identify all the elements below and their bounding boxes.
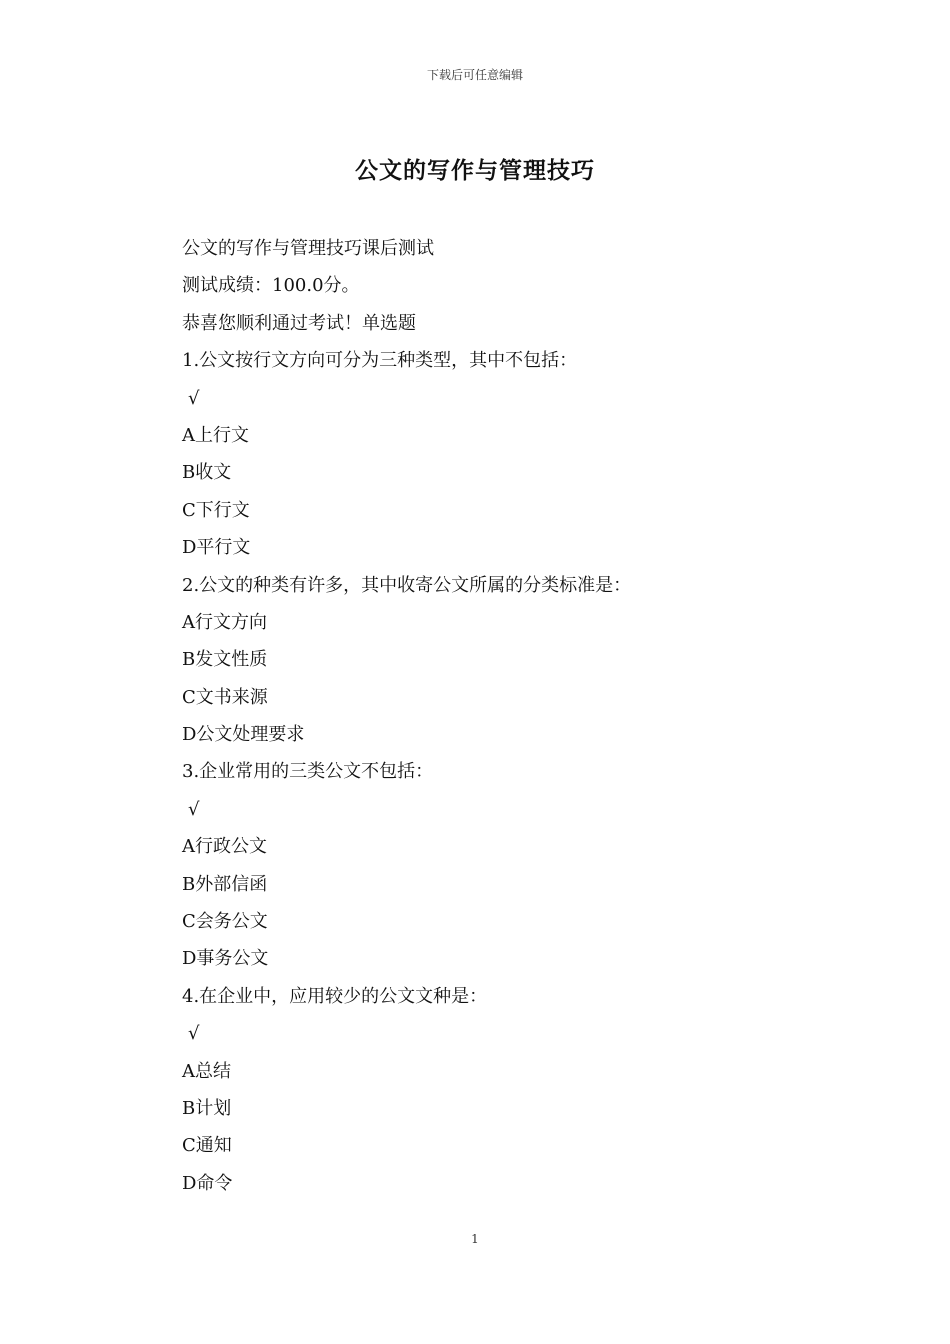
option-1-a: A上行文 xyxy=(182,424,249,446)
option-3-b: B外部信函 xyxy=(182,873,268,895)
option-3-a: A行政公文 xyxy=(182,836,267,858)
section-line: 恭喜您顺利通过考试！单选题 xyxy=(182,312,416,334)
option-4-a: A总结 xyxy=(182,1060,231,1082)
page-header: 下载后可任意编辑 xyxy=(426,68,523,82)
option-2-d: D公文处理要求 xyxy=(182,724,305,746)
option-2-c: C文书来源 xyxy=(182,686,268,708)
option-1-c: C下行文 xyxy=(182,499,250,521)
document-body xyxy=(182,230,782,1202)
question-3: 3.企业常用的三类公文不包括： xyxy=(182,761,434,783)
option-1-b: B收文 xyxy=(182,462,232,484)
option-3-c: C会务公文 xyxy=(182,911,268,933)
subtitle-line: 公文的写作与管理技巧课后测试 xyxy=(182,238,434,259)
option-2-a: A行文方向 xyxy=(182,611,267,633)
option-2-b: B发文性质 xyxy=(182,649,268,671)
document-title: 公文的写作与管理技巧 xyxy=(355,157,595,184)
score-line: 测试成绩：100.0分。 xyxy=(182,275,360,297)
question-2: 2.公文的种类有许多，其中收寄公文所属的分类标准是： xyxy=(182,574,632,596)
check-mark: √ xyxy=(188,1023,200,1045)
check-mark: √ xyxy=(188,387,200,409)
option-4-d: D命令 xyxy=(182,1172,233,1194)
question-1: 1.公文按行文方向可分为三种类型，其中不包括： xyxy=(182,350,578,372)
check-mark: √ xyxy=(188,798,200,820)
option-4-b: B计划 xyxy=(182,1097,232,1119)
option-4-c: C通知 xyxy=(182,1135,232,1157)
option-3-d: D事务公文 xyxy=(182,948,269,970)
option-1-d: D平行文 xyxy=(182,537,251,559)
page-number: 1 xyxy=(471,1232,479,1246)
question-4: 4.在企业中，应用较少的公文文种是： xyxy=(182,985,488,1007)
